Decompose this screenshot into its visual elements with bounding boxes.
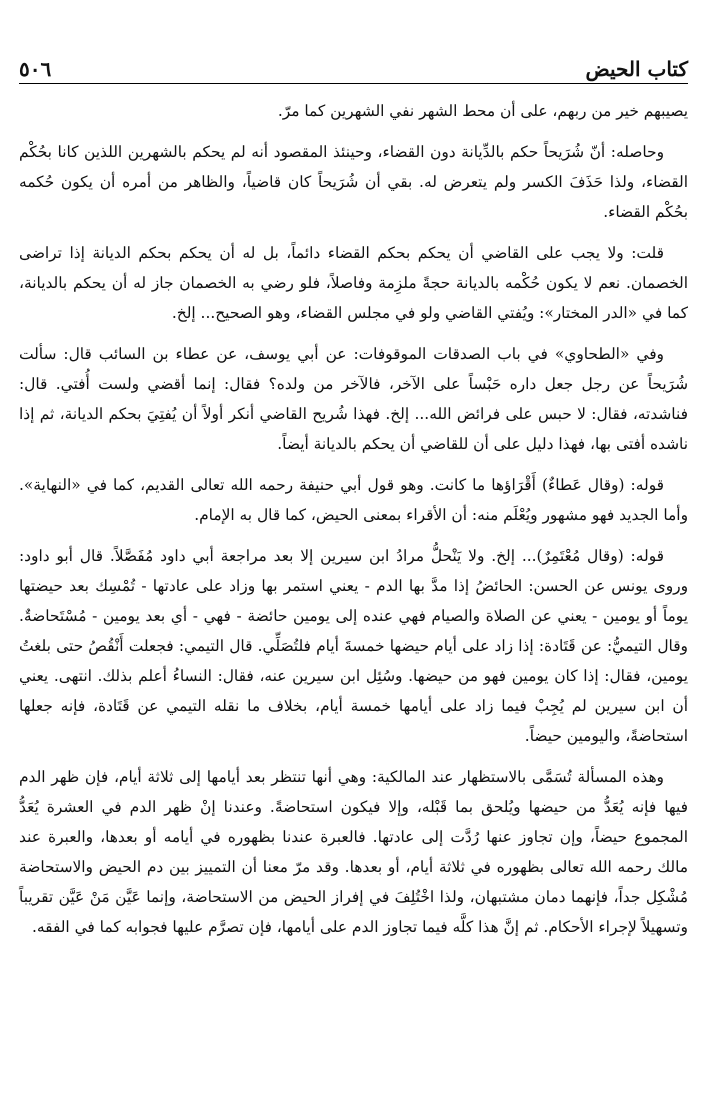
- paragraph-6: قوله: (وقال مُعْتَمِرٌ)... إلخ. ولا يَنْحلُّ مرادُ ابن سيرين إلا بعد مراجعة أبي داود مُفَصَّلاً. قال أبو داود: وروى يونس عن الحسن: الحائضُ إذا مدَّ بها الدم - يعني استمر بها وزاد على عادتها - تُمْسِك بعد حيضتها يوماً أو يومين - يعني عن الصلاة والصيام فهي عنده إلى يومين حائضة - فهي - أي بعد يومين - مُسْتَحاضةٌ. وقال التيميُّ: عن قَتَادة: إذا زاد على أيام حيضها خمسةَ أيام فلتُصَلِّي. قال التيمي: فجعلت أَنْقُصُ حتى بلغتُ يومين، فقال: إذا كان يومين فهو من حيضها. وسُئِل ابن سيرين عنه، فقال: النساءُ أعلم بذلك. انتهى. يعني أن ابن سيرين لم يُجِبْ فيما زاد على أيامها خمسة أيام، بخلاف ما نقله التيمي عن قَتَادة، فإنه جعلها استحاضةً، واليومين حيضاً.: [19, 547, 688, 745]
- page-body: [19, 96, 688, 1090]
- paragraph-4: وفي «الطحاوي» في باب الصدقات الموقوفات: عن أبي يوسف، عن عطاء بن السائب قال: سألت شُرَيحاً عن رجل جعل داره حَبْساً على الآخر، فالآخر من ولده؟ فقال: إنما أقضي ولست أُفتي. قال: فناشدته، فقال: لا حبس على فرائض الله... إلخ. فهذا شُريح القاضي أنكر أولاً أن يُفتِيَ بحكم الديانة، ثم إذا ناشده أفتى بها، فهذا دليل على أن للقاضي أن يحكم بالديانة أيضاً.: [19, 345, 688, 453]
- paragraph-3: قلت: ولا يجب على القاضي أن يحكم بحكم القضاء دائماً، بل له أن يحكم بحكم الديانة إذا تراضى الخصمان. نعم لا يكون حُكْمه بالديانة حجةً ملزِمة وفاصلاً، فلو رضي به الخصمان جاز له أن يحكم بالديانة، كما في «الدر المختار»: ويُفتي القاضي ولو في مجلس القضاء، وهو الصحيح... إلخ.: [19, 244, 688, 322]
- paragraph-2: وحاصله: أنّ شُرَيحاً حكم بالدِّيانة دون القضاء، وحينئذ المقصود أنه لم يحكم بالشهرين اللذين كانا بحُكْم القضاء، ولذا حَذَفَ الكسر ولم يتعرض له. بقي أن شُرَيحاً كان قاضياً، والظاهر من أمره أن يكون حُكمه بحُكْم القضاء.: [19, 143, 688, 221]
- page-number: ٥٠٦: [19, 57, 52, 81]
- paragraph-5: قوله: (وقال عَطاءٌ) أَقْرَاؤها ما كانت. وهو قول أبي حنيفة رحمه الله تعالى القديم، كما في «النهاية». وأما الجديد فهو مشهور ويُعْلَم منه: أن الأقراء بمعنى الحيض، كما قال به الإمام.: [19, 476, 688, 524]
- page-header: [19, 54, 688, 84]
- paragraph-1: يصيبهم خير من ربهم، على أن محط الشهر نفي الشهرين كما مرّ.: [277, 102, 688, 120]
- paragraph-7: وهذه المسألة تُسَمَّى بالاستظهار عند المالكية: وهي أنها تنتظر بعد أيامها إلى ثلاثة أيام، فإن ظهر الدم فيها فإنه يُعَدُّ من حيضها ويُلحق بما قَبْله، وإلا فيكون استحاضةً. وعندنا إنْ ظهر الدم في العشرة يُعَدُّ المجموع حيضاً، وإن تجاوز عنها رُدَّت إلى عادتها. فالعبرة عندنا بظهوره في أيامه أو بعدها، والعبرة عند مالك رحمه الله تعالى بظهوره في ثلاثة أيام، أو بعدها. وقد مرّ معنا أن التمييز بين دم الحيض والاستحاضة مُشْكِل جداً، فإنهما دمان مشتبهان، ولذا اخْتُلِفَ في إفراز الحيض من الاستحاضة، وإنما عَيَّن مَنْ عَيَّن تقريباً وتسهيلاً لإجراء الأحكام. ثم إنَّ هذا كلَّه فيما تجاوز الدم على أيامها، فإن تصرَّم عليها فجوابه كما في الفقه.: [19, 768, 688, 936]
- chapter-title: كتاب الحيض: [585, 57, 688, 81]
